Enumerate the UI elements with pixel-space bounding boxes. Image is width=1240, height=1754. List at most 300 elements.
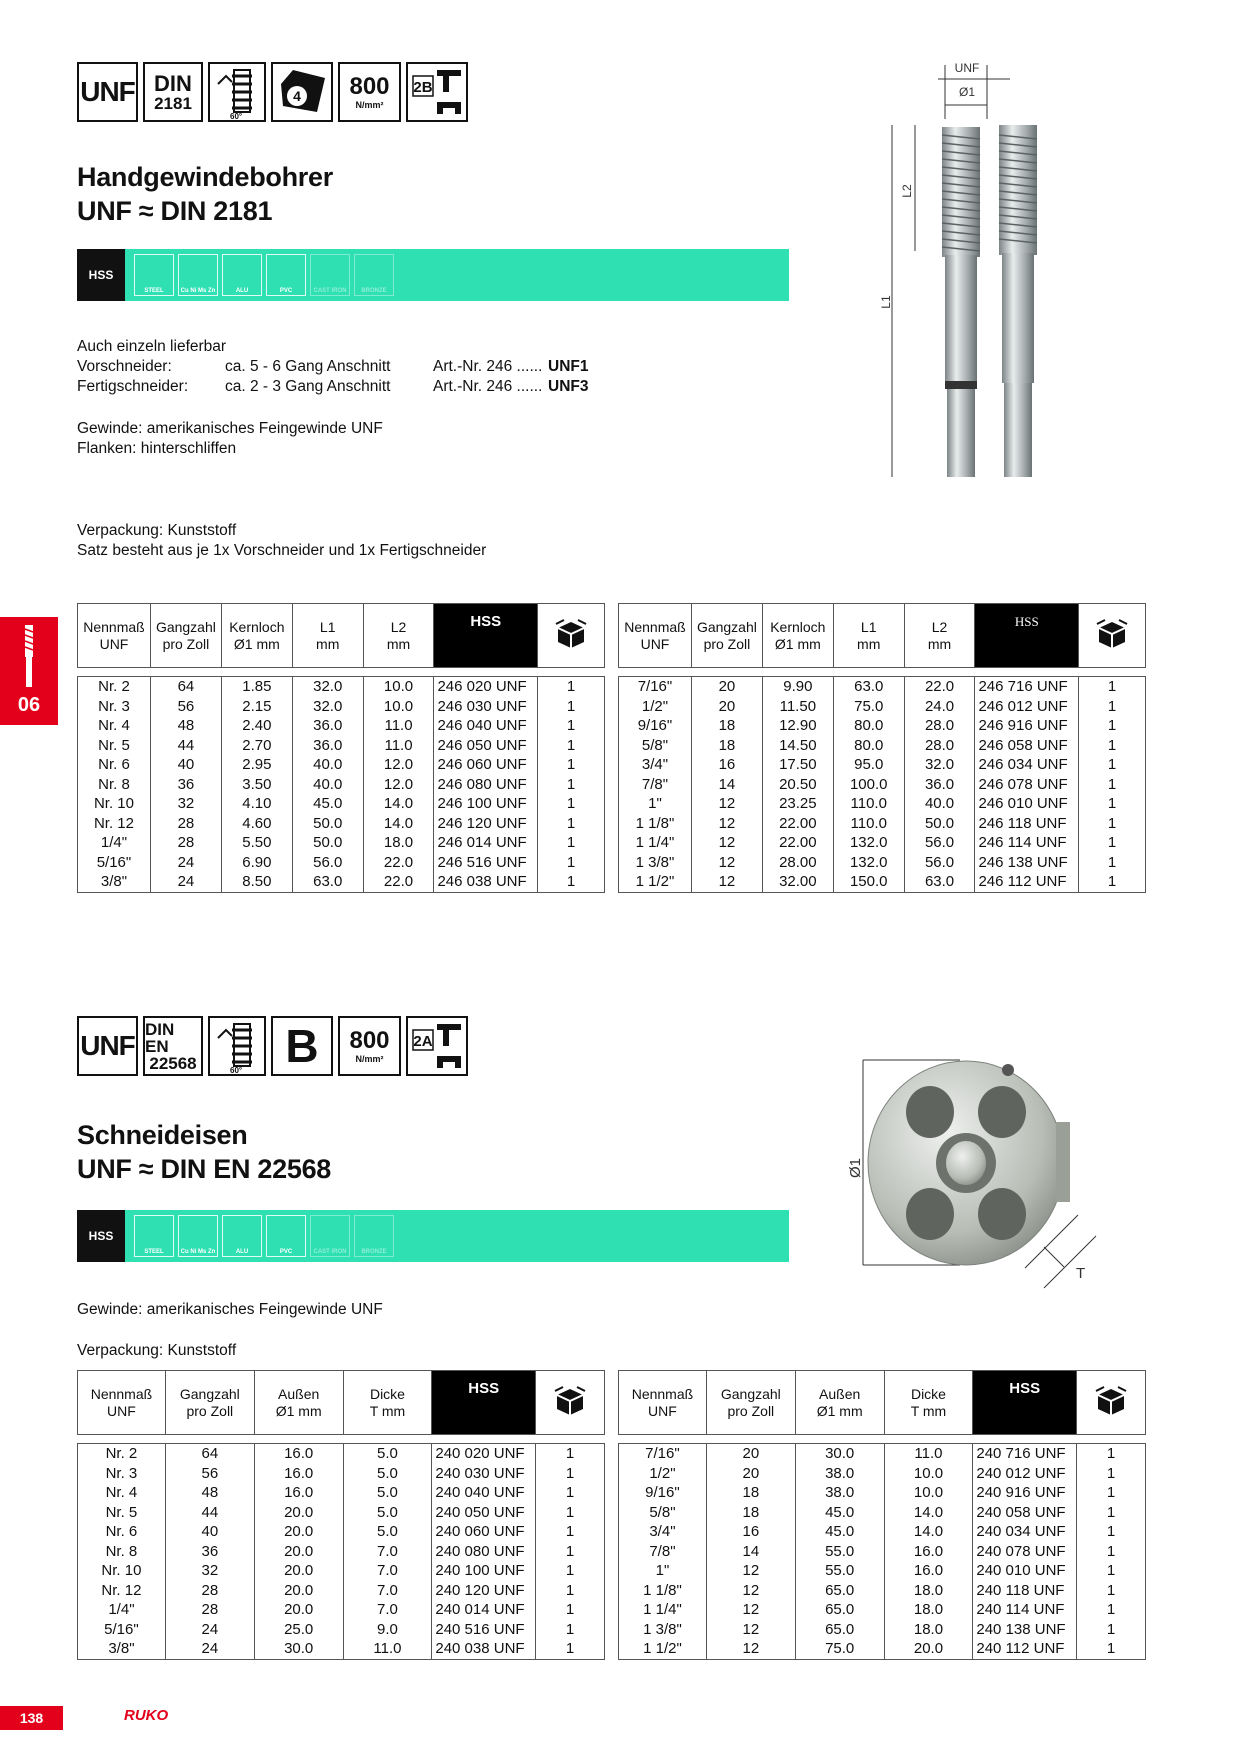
table-cell: 9.0 (343, 1620, 432, 1640)
table-cell: 14.50 (762, 736, 833, 756)
dies-spec-icons (77, 1016, 468, 1078)
article-number-cell: 246 020 UNF (434, 677, 538, 697)
table-cell: 75.0 (833, 697, 904, 717)
table-cell: 1 (536, 1444, 605, 1464)
table-cell: 12.90 (762, 716, 833, 736)
table-row (619, 1522, 1146, 1542)
table-cell: 24 (165, 1639, 254, 1659)
bronze-icon: BRONZE (354, 254, 394, 296)
col-dicke: Dicke T mm (884, 1371, 973, 1435)
table-cell: 28 (150, 833, 221, 853)
table-cell: 40.0 (292, 775, 363, 795)
table-cell: 14 (706, 1542, 795, 1562)
table-row (78, 755, 605, 775)
table-cell: 12 (691, 833, 762, 853)
table-cell: 22.0 (904, 677, 975, 697)
table-row (619, 1620, 1146, 1640)
package-icon (554, 618, 588, 650)
table-cell: 12 (691, 872, 762, 892)
col-nennmass: Nennmaß UNF (78, 604, 151, 668)
table-row (619, 716, 1146, 736)
article-number-cell: 240 038 UNF (432, 1639, 536, 1659)
alu-icon: ALU (222, 254, 262, 296)
table-cell: 18.0 (884, 1620, 973, 1640)
table-cell: 65.0 (795, 1581, 884, 1601)
table-cell: 1 (536, 1522, 605, 1542)
col-dicke: Dicke T mm (343, 1371, 432, 1435)
dim-l2: L2 (900, 184, 914, 198)
table-cell: 1 (1079, 794, 1146, 814)
table-cell: Nr. 8 (78, 775, 151, 795)
table-cell: 36 (150, 775, 221, 795)
col-hss: HSS (973, 1371, 1077, 1435)
table-cell: 22.0 (363, 872, 434, 892)
table-cell: 1 (536, 1542, 605, 1562)
table-cell: 7/8" (619, 775, 692, 795)
article-number-cell: 240 112 UNF (973, 1639, 1077, 1659)
unf-icon: UNF (77, 62, 138, 122)
article-number-cell: 246 100 UNF (434, 794, 538, 814)
table-cell: 24.0 (904, 697, 975, 717)
table-cell: 1 (538, 716, 605, 736)
col-l1: L1 mm (833, 604, 904, 668)
table-cell: 1 (538, 853, 605, 873)
table-cell: 3.50 (221, 775, 292, 795)
table-cell: 40 (150, 755, 221, 775)
table-cell: 16.0 (254, 1464, 343, 1484)
col-nennmass: Nennmaß UNF (78, 1371, 166, 1435)
strength-unit: N/mm² (355, 99, 384, 110)
package-icon (553, 1385, 587, 1417)
table-cell: 12.0 (363, 775, 434, 795)
steel-icon: STEEL (134, 254, 174, 296)
table-cell: 11.0 (884, 1444, 973, 1464)
article-number-cell: 240 050 UNF (432, 1503, 536, 1523)
table-cell: 100.0 (833, 775, 904, 795)
table-cell: 1.85 (221, 677, 292, 697)
table-cell: 28.00 (762, 853, 833, 873)
din-standard-icon (143, 62, 203, 122)
table-cell: Nr. 5 (78, 1503, 166, 1523)
table-cell: Nr. 12 (78, 1581, 166, 1601)
table-cell: 22.00 (762, 814, 833, 834)
table-cell: 1 (538, 833, 605, 853)
table-cell: 28.0 (904, 716, 975, 736)
table-cell: Nr. 4 (78, 716, 151, 736)
col-l2: L2 mm (363, 604, 434, 668)
article-number-cell: 240 012 UNF (973, 1464, 1077, 1484)
table-row (619, 1483, 1146, 1503)
table-row (78, 814, 605, 834)
table-cell: 5.0 (343, 1522, 432, 1542)
table-cell: 56.0 (292, 853, 363, 873)
article-number-cell: 246 038 UNF (434, 872, 538, 892)
table-row (78, 794, 605, 814)
col-gangzahl: Gangzahl pro Zoll (150, 604, 221, 668)
table-cell: 1 (1079, 716, 1146, 736)
table-cell: 16 (706, 1522, 795, 1542)
strength-icon (338, 1016, 401, 1076)
table-cell: 5.0 (343, 1503, 432, 1523)
tap-form-icon (271, 62, 333, 122)
table-cell: 18.0 (884, 1600, 973, 1620)
table-cell: 1 (1079, 853, 1146, 873)
table-cell: 1 (536, 1503, 605, 1523)
table-cell: 7.0 (343, 1600, 432, 1620)
table-row (78, 853, 605, 873)
table-cell: 5/8" (619, 736, 692, 756)
table-cell: 1 3/8" (619, 853, 692, 873)
tolerance-class: 2A (413, 1033, 433, 1050)
section-tab[interactable] (0, 617, 58, 725)
table-cell: 44 (165, 1503, 254, 1523)
table-cell: 38.0 (795, 1464, 884, 1484)
table-cell: 2.15 (221, 697, 292, 717)
table-cell: 1 (1077, 1522, 1146, 1542)
table-cell: 12 (706, 1561, 795, 1581)
table-cell: 1 (536, 1483, 605, 1503)
table-cell: Nr. 4 (78, 1483, 166, 1503)
col-pack (1079, 604, 1146, 668)
table-cell: 14.0 (884, 1503, 973, 1523)
table-cell: 14 (691, 775, 762, 795)
col-gangzahl: Gangzahl pro Zoll (691, 604, 762, 668)
table-cell: 12 (706, 1581, 795, 1601)
table-cell: Nr. 5 (78, 736, 151, 756)
table-cell: 55.0 (795, 1561, 884, 1581)
article-number-cell: 246 058 UNF (975, 736, 1079, 756)
table-cell: 5.50 (221, 833, 292, 853)
dim-l1: L1 (879, 295, 893, 309)
hss-badge: HSS (77, 1210, 125, 1262)
table-cell: 63.0 (904, 872, 975, 892)
table-cell: 9/16" (619, 1483, 707, 1503)
table-cell: 65.0 (795, 1600, 884, 1620)
table-cell: 7.0 (343, 1542, 432, 1562)
taps-title (77, 160, 333, 228)
article-number-cell: 240 114 UNF (973, 1600, 1077, 1620)
table-cell: 1 (1079, 697, 1146, 717)
dies-title (77, 1118, 331, 1186)
table-row (619, 794, 1146, 814)
col-hss: HSS (434, 604, 538, 668)
table-cell: 1 (536, 1464, 605, 1484)
article-number-cell: 246 516 UNF (434, 853, 538, 873)
table-row (78, 833, 605, 853)
table-cell: 16.0 (254, 1444, 343, 1464)
table-cell: 14.0 (363, 794, 434, 814)
table-cell: 5.0 (343, 1483, 432, 1503)
table-cell: 48 (150, 716, 221, 736)
dies-title-line2: UNF ≈ DIN EN 22568 (77, 1154, 332, 1184)
strength-icon (338, 62, 401, 122)
table-cell: 40.0 (904, 794, 975, 814)
col-hss: HSS (432, 1371, 536, 1435)
cast-iron-icon: CAST IRON (310, 1215, 350, 1257)
table-cell: 80.0 (833, 716, 904, 736)
table-cell: 10.0 (363, 677, 434, 697)
table-cell: 1 (538, 697, 605, 717)
article-number-cell: 240 118 UNF (973, 1581, 1077, 1601)
table-cell: 1" (619, 1561, 707, 1581)
table-cell: 1 (1079, 775, 1146, 795)
din-standard-icon (143, 1016, 203, 1076)
table-row (78, 677, 605, 697)
article-number-cell: 240 516 UNF (432, 1620, 536, 1640)
table-cell: 24 (150, 872, 221, 892)
table-cell: 50.0 (292, 814, 363, 834)
table-cell: 20.0 (884, 1639, 973, 1659)
table-row (619, 1542, 1146, 1562)
article-number-cell: 240 080 UNF (432, 1542, 536, 1562)
taps-info (77, 337, 589, 561)
table-cell: 18 (706, 1503, 795, 1523)
table-cell: 1/2" (619, 1464, 707, 1484)
table-cell: 44 (150, 736, 221, 756)
table-row (78, 1581, 605, 1601)
dies-material-band (77, 1210, 789, 1262)
table-cell: Nr. 3 (78, 697, 151, 717)
table-cell: 1 1/2" (619, 1639, 707, 1659)
table-cell: 1 (538, 775, 605, 795)
section-number: 06 (17, 694, 41, 716)
table-cell: 14.0 (884, 1522, 973, 1542)
article-number-cell: 246 010 UNF (975, 794, 1079, 814)
table-cell: 75.0 (795, 1639, 884, 1659)
table-cell: 56.0 (904, 853, 975, 873)
table-cell: 5/16" (78, 1620, 166, 1640)
table-cell: 63.0 (833, 677, 904, 697)
strength-value: 800 (349, 1026, 390, 1054)
table-cell: Nr. 6 (78, 755, 151, 775)
strength-unit: N/mm² (355, 1053, 384, 1064)
table-cell: 2.40 (221, 716, 292, 736)
table-cell: 16.0 (884, 1561, 973, 1581)
article-number-cell: 246 050 UNF (434, 736, 538, 756)
article-number-cell: 246 034 UNF (975, 755, 1079, 775)
table-cell: 1 (1077, 1444, 1146, 1464)
table-cell: 64 (150, 677, 221, 697)
table-cell: 1 (538, 814, 605, 834)
table-cell: 16 (691, 755, 762, 775)
col-hss: HSS (975, 604, 1079, 668)
info-gewinde: Gewinde: amerikanisches Feingewinde UNF (77, 420, 383, 437)
din-number: 22568 (149, 1053, 197, 1073)
brand-logo: RUKO (124, 1707, 169, 1724)
table-cell: 38.0 (795, 1483, 884, 1503)
table-cell: 2.70 (221, 736, 292, 756)
table-cell: 45.0 (795, 1522, 884, 1542)
table-cell: 8.50 (221, 872, 292, 892)
table-cell: 50.0 (292, 833, 363, 853)
table-cell: 1 1/2" (619, 872, 692, 892)
table-row (619, 833, 1146, 853)
table-cell: 1 (1077, 1561, 1146, 1581)
table-cell: 56 (165, 1464, 254, 1484)
article-number-cell: 240 120 UNF (432, 1581, 536, 1601)
pvc-icon: PVC (266, 1215, 306, 1257)
table-row (619, 1581, 1146, 1601)
table-cell: 1 (536, 1620, 605, 1640)
table-row (619, 1561, 1146, 1581)
info-verpackung: Verpackung: Kunststoff (77, 522, 237, 539)
table-cell: 18 (691, 716, 762, 736)
table-row (78, 716, 605, 736)
table-cell: 5/16" (78, 853, 151, 873)
article-number-cell: 240 058 UNF (973, 1503, 1077, 1523)
col-kernloch: Kernloch Ø1 mm (762, 604, 833, 668)
taps-table-right (618, 603, 1146, 893)
table-row (78, 775, 605, 795)
table-cell: 36.0 (904, 775, 975, 795)
info-gewinde: Gewinde: amerikanisches Feingewinde UNF (77, 1301, 383, 1318)
table-cell: 1 (536, 1639, 605, 1659)
table-cell: 1 (1079, 736, 1146, 756)
table-cell: 16.0 (884, 1542, 973, 1562)
page-number: 138 (0, 1706, 63, 1730)
table-cell: 11.0 (343, 1639, 432, 1659)
table-cell: 3/8" (78, 1639, 166, 1659)
thread-angle-label: 60° (230, 1066, 243, 1075)
table-cell: 1/4" (78, 833, 151, 853)
table-row (619, 1444, 1146, 1464)
taps-title-line2: UNF ≈ DIN 2181 (77, 196, 273, 226)
table-cell: 32.00 (762, 872, 833, 892)
table-cell: 20.50 (762, 775, 833, 795)
tolerance-class: 2B (413, 79, 433, 96)
table-cell: 11.0 (363, 716, 434, 736)
table-cell: 1/4" (78, 1600, 166, 1620)
steel-icon: STEEL (134, 1215, 174, 1257)
article-number-cell: 240 040 UNF (432, 1483, 536, 1503)
alu-icon: ALU (222, 1215, 262, 1257)
table-cell: 1 (1077, 1600, 1146, 1620)
table-cell: 1 (538, 736, 605, 756)
table-cell: 2.95 (221, 755, 292, 775)
article-number-cell: 240 100 UNF (432, 1561, 536, 1581)
table-cell: 7/8" (619, 1542, 707, 1562)
form-number: 4 (293, 88, 301, 104)
table-cell: 132.0 (833, 853, 904, 873)
col-pack (536, 1371, 605, 1435)
table-row (619, 697, 1146, 717)
article-number-cell: 240 020 UNF (432, 1444, 536, 1464)
table-cell: 20 (691, 697, 762, 717)
table-cell: 1 (1077, 1542, 1146, 1562)
table-cell: 18.0 (884, 1581, 973, 1601)
table-cell: 56 (150, 697, 221, 717)
table-cell: 1 3/8" (619, 1620, 707, 1640)
table-cell: 1 (1079, 755, 1146, 775)
hss-badge: HSS (77, 249, 125, 301)
table-row (619, 814, 1146, 834)
table-cell: 20.0 (254, 1600, 343, 1620)
table-cell: 10.0 (363, 697, 434, 717)
table-cell: 22.00 (762, 833, 833, 853)
article-number-cell: 246 030 UNF (434, 697, 538, 717)
article-number-cell: 246 014 UNF (434, 833, 538, 853)
table-cell: 30.0 (795, 1444, 884, 1464)
dies-info (77, 1300, 383, 1361)
col-l2: L2 mm (904, 604, 975, 668)
col-pack (1077, 1371, 1146, 1435)
table-cell: 12 (706, 1620, 795, 1640)
table-cell: 20.0 (254, 1561, 343, 1581)
table-row (78, 1542, 605, 1562)
table-row (78, 1483, 605, 1503)
table-cell: 20.0 (254, 1522, 343, 1542)
table-cell: 1 (1077, 1503, 1146, 1523)
table-cell: 1 (1079, 677, 1146, 697)
table-cell: 1 (1077, 1483, 1146, 1503)
strength-value: 800 (349, 72, 390, 100)
col-pack (538, 604, 605, 668)
thread-angle-icon (208, 1016, 266, 1076)
info-satz: Satz besteht aus je 1x Vorschneider und 1x Fertigschneider (77, 542, 487, 559)
table-cell: 24 (150, 853, 221, 873)
table-cell: 1 (538, 755, 605, 775)
table-cell: 65.0 (795, 1620, 884, 1640)
table-cell: 22.0 (363, 853, 434, 873)
tolerance-icon (406, 62, 468, 122)
taps-material-band (77, 249, 789, 301)
package-icon (1095, 618, 1129, 650)
table-cell: 18 (691, 736, 762, 756)
table-cell: 1 1/4" (619, 1600, 707, 1620)
table-cell: 55.0 (795, 1542, 884, 1562)
table-row (78, 1464, 605, 1484)
pvc-icon: PVC (266, 254, 306, 296)
table-cell: Nr. 6 (78, 1522, 166, 1542)
table-cell: 1" (619, 794, 692, 814)
info-fertigschneider: Fertigschneider: ca. 2 - 3 Gang Anschnitt Art.-Nr. 246 ...... UNF3 (77, 378, 589, 395)
tap-tool-icon (16, 625, 42, 687)
die-drawing (820, 1040, 1120, 1290)
table-cell: 25.0 (254, 1620, 343, 1640)
unf-icon: UNF (77, 1016, 138, 1076)
table-row (619, 1464, 1146, 1484)
col-nennmass: Nennmaß UNF (619, 1371, 707, 1435)
article-number-cell: 246 118 UNF (975, 814, 1079, 834)
table-row (78, 1639, 605, 1659)
table-cell: 20.0 (254, 1542, 343, 1562)
table-row (619, 677, 1146, 697)
table-cell: Nr. 3 (78, 1464, 166, 1484)
table-cell: 12 (691, 853, 762, 873)
thread-angle-icon (208, 62, 266, 122)
non-ferrous-icon: Cu Ni Ms Zn (178, 254, 218, 296)
article-number-cell: 246 012 UNF (975, 697, 1079, 717)
col-l1: L1 mm (292, 604, 363, 668)
package-icon (1094, 1385, 1128, 1417)
table-cell: 28 (165, 1581, 254, 1601)
article-number-cell: 240 014 UNF (432, 1600, 536, 1620)
tap-drawing (845, 55, 1085, 485)
table-cell: 18 (706, 1483, 795, 1503)
table-cell: 40 (165, 1522, 254, 1542)
table-cell: 11.0 (363, 736, 434, 756)
article-number-cell: 246 114 UNF (975, 833, 1079, 853)
table-cell: 20.0 (254, 1503, 343, 1523)
table-cell: Nr. 2 (78, 677, 151, 697)
table-cell: 1 (1077, 1639, 1146, 1659)
table-cell: 28 (165, 1600, 254, 1620)
table-cell: 32 (165, 1561, 254, 1581)
table-cell: 20 (706, 1464, 795, 1484)
dies-table-right (618, 1370, 1146, 1660)
table-row (619, 1639, 1146, 1659)
table-row (78, 1503, 605, 1523)
